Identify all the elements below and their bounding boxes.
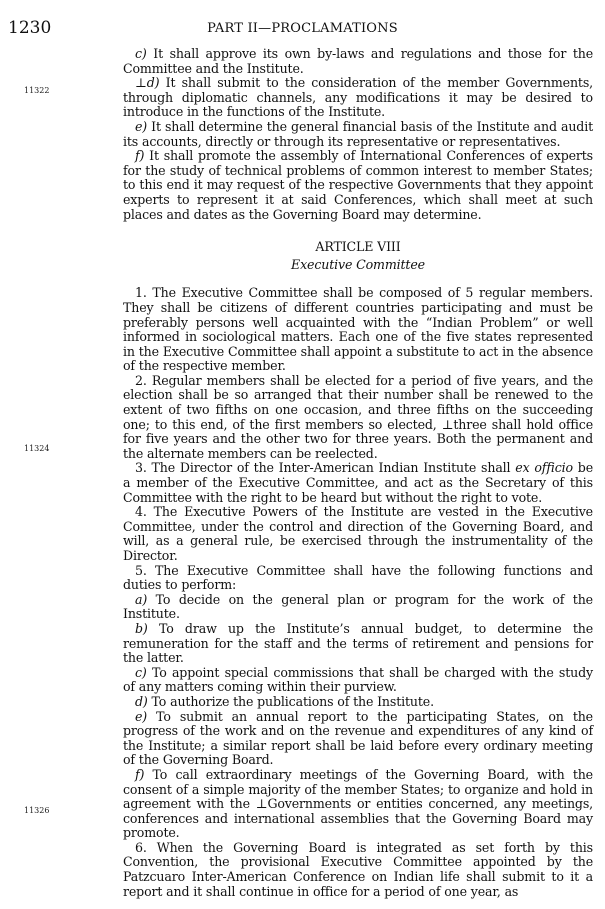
running-head: PART II—PROCLAMATIONS — [207, 21, 398, 36]
italic-term: ex officio — [515, 460, 573, 476]
paragraph-text: It shall determine the general financial basis of the Institute and audit its accounts, directly or through its representative or representatives. — [123, 118, 593, 149]
duty-e — [123, 710, 593, 768]
paragraph-text: To authorize the publications of the Institute. — [147, 693, 434, 709]
paragraph-5: 5. The Executive Committee shall have the following functions and duties to perform: — [123, 562, 593, 593]
duty-c — [123, 666, 593, 695]
paragraph-d — [123, 76, 593, 120]
paragraph-text: To draw up the Institute’s annual budget, to determine the remuneration for the staff and the terms of retirement and pensions for the latter. — [123, 620, 593, 666]
item-marker: e) — [135, 118, 148, 134]
paragraph-6: 6. When the Governing Board is integrated as set forth by this Convention, the provisional Executive Committee appointed by the Patzcuaro Inter-American Conference on Indian life shall submit to it a report and it shall continue in office for a period of one year, as — [123, 839, 593, 899]
margin-note: 11324 — [24, 444, 50, 453]
paragraph-2: 2. Regular members shall be elected for a period of five years, and the election shall be so arranged that their number shall be renewed to the extent of two fifths on one occasion, and three fifths on the succeeding one; to this end, of the first members so elected, ⊥three shall hold office for five years and the other two for three years. Both the permanent and the alternate members can be reelected. — [123, 372, 593, 461]
duty-f — [123, 768, 593, 841]
paragraph-text: be a member of the Executive Committee, and act as the Secretary of this Committee with the right to be heard but without the right to vote. — [123, 460, 593, 505]
paragraph-1: 1. The Executive Committee shall be composed of 5 regular members. They shall be citizens of different countries participating and must be preferably persons well acquainted with the “Indian Problem” or well informed in sociological matters. Each one of the five states represented in the Executive Committee shall appoint a substitute to act in the absence of the respective member. — [123, 285, 593, 374]
paragraph-text: 3. The Director of the Inter-American Indian Institute shall — [135, 460, 516, 476]
paragraph-c — [123, 47, 593, 76]
paragraph-text: To submit an annual report to the participating States, on the progress of the work and on the revenue and expenditures of any kind of the Institute; a similar report shall be laid before every ordinary meeting of the Governing Board. — [123, 708, 593, 768]
item-marker: f) — [135, 148, 145, 164]
paragraph-text: To appoint special commissions that shall be charged with the study of any matters coming within their purview. — [123, 664, 593, 695]
margin-note: 11322 — [24, 86, 50, 95]
paragraph-text: It shall approve its own by-laws and regulations and those for the Committee and the Institute. — [123, 46, 593, 76]
paragraph-3 — [123, 461, 593, 505]
duty-b — [123, 622, 593, 666]
duty-d — [123, 695, 593, 710]
paragraph-text: To decide on the general plan or program for the work of the Institute. — [123, 591, 593, 622]
item-marker: d) — [135, 693, 148, 709]
item-marker: f) — [135, 766, 145, 782]
duty-a — [123, 593, 593, 622]
paragraph-text: It shall promote the assembly of International Conferences of experts for the study of technical problems of common interest to member States; to this end it may request of the respective Governments that they appoint experts to represent it at said Conferences, which shall meet at such places and dates as the Governing Board may determine. — [123, 148, 593, 222]
paragraph-f — [123, 149, 593, 222]
item-marker: e) — [135, 708, 148, 724]
item-marker: c) — [135, 46, 147, 61]
item-marker: c) — [135, 664, 147, 680]
item-marker: ⊥d) — [135, 75, 160, 91]
body-text — [123, 47, 593, 899]
margin-note: 11326 — [24, 806, 50, 815]
paragraph-text: It shall submit to the consideration of the member Governments, through diplomatic channels, any modifications it may be desired to introduce in the functions of the Institute. — [123, 75, 593, 120]
article-heading: ARTICLE VIII — [315, 239, 401, 255]
item-marker: a) — [135, 591, 148, 607]
paragraph-4: 4. The Executive Powers of the Institute are vested in the Executive Committee, under the control and direction of the Governing Board, and will, as a general rule, be exercised through the instrumentality of the Director. — [123, 504, 593, 563]
page-number: 1230 — [8, 18, 52, 38]
article-subheading: Executive Committee — [291, 256, 425, 272]
paragraph-e — [123, 120, 593, 149]
paragraph-text: To call extraordinary meetings of the Governing Board, with the consent of a simple majority of the member States; to organize and hold in agreement with the ⊥Governments or entities concerned, any meetings, conferences and international assemblies that the Governing Board may promote. — [123, 766, 593, 841]
item-marker: b) — [135, 620, 148, 636]
